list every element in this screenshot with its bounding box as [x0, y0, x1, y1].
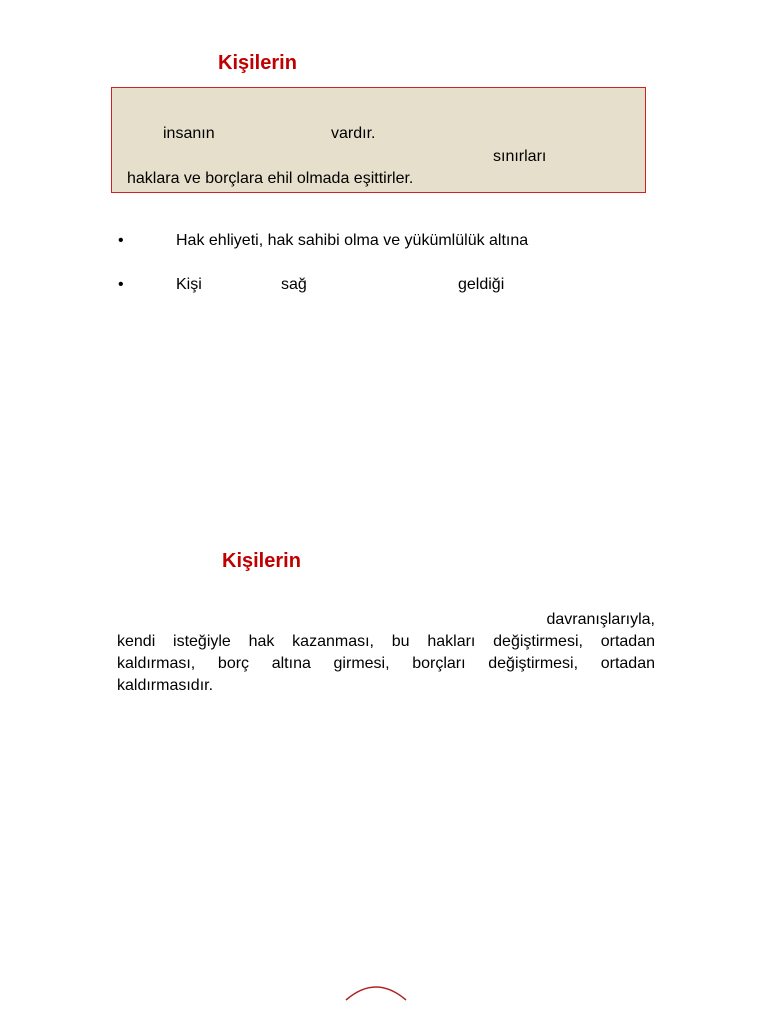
paragraph-line-4: kaldırmasıdır. — [117, 677, 214, 694]
paragraph-line-3: kaldırması, borç altına girmesi, borçları değiştirmesi, ortadan — [117, 655, 655, 672]
bullet-symbol: • — [118, 232, 124, 249]
decorative-arc — [340, 978, 412, 1008]
box-word-insanin: insanın — [163, 125, 215, 142]
bullet-text: Hak ehliyeti, hak sahibi olma ve yükümlülük altına — [176, 232, 529, 249]
bullet-symbol: • — [118, 276, 124, 293]
paragraph-line-1: davranışlarıyla, — [546, 611, 655, 628]
bullet-text-part: Kişi — [176, 276, 202, 293]
box-word-vardir: vardır. — [331, 125, 376, 142]
section2-paragraph — [117, 609, 655, 697]
section2-heading: Kişilerin — [222, 550, 301, 572]
arc-path — [346, 987, 406, 1000]
box-line-3: haklara ve borçlara ehil olmada eşittirler. — [127, 170, 414, 187]
section1-heading: Kişilerin — [218, 52, 297, 74]
bullet-text-part: sağ — [281, 276, 307, 293]
bullet-text-part: geldiği — [458, 276, 505, 293]
box-word-sinirlari: sınırları — [493, 148, 547, 165]
definition-box — [111, 87, 646, 193]
paragraph-line-2: kendi isteğiyle hak kazanması, bu hakları değiştirmesi, ortadan — [117, 633, 655, 650]
